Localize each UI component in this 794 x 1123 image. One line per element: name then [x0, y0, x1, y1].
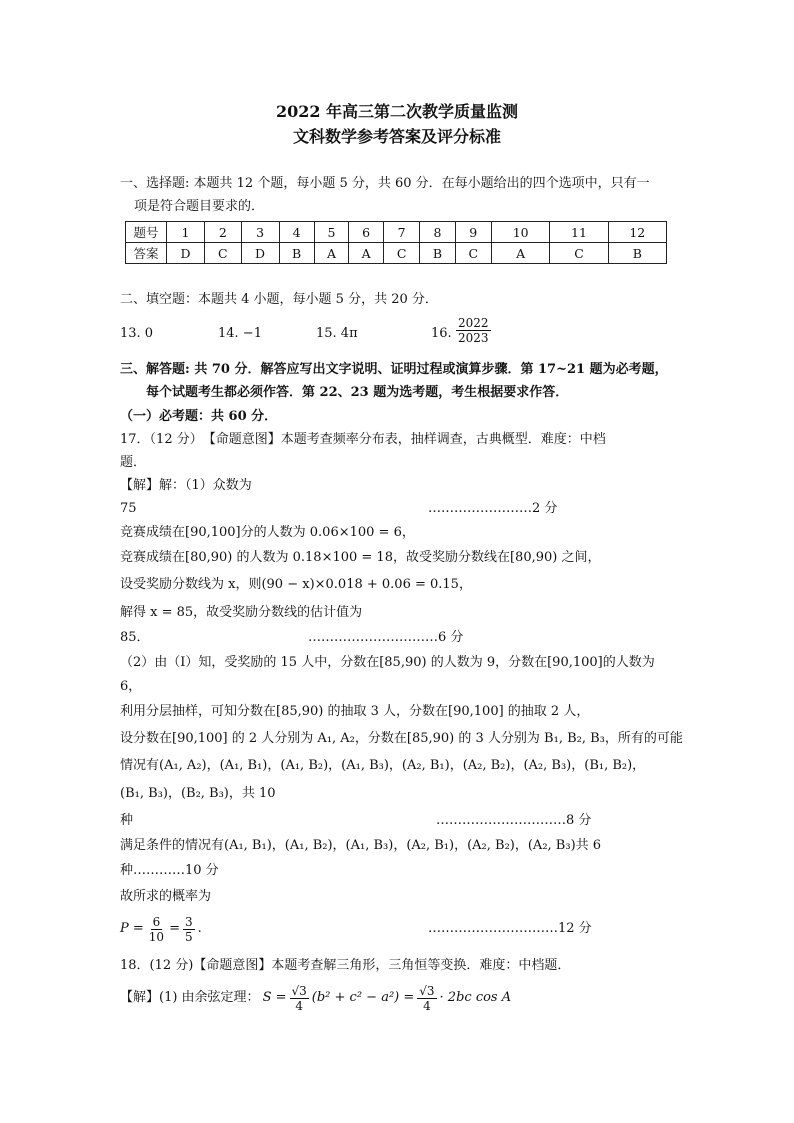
table-row-numbers [126, 222, 667, 243]
score-10: 种…………10 分 [120, 863, 219, 878]
table-cell: A [314, 243, 349, 264]
table-cell: 11 [550, 222, 608, 243]
q17-part2: 设分数在[90,100] 的 2 人分别为 A₁, A₂，分数在[85,90) 的 3 人分别为 B₁, B₂, B₃，所有的可能 [120, 731, 683, 746]
q17-part2: 满足条件的情况有(A₁, B₁)，(A₁, B₂)，(A₁, B₃)，(A₂, B₁)，(A₂, B₂)，(A₂, B₃)共 6 [120, 838, 602, 853]
table-cell: B [279, 243, 314, 264]
table-cell: B [420, 243, 455, 264]
table-cell: B [608, 243, 666, 264]
probability-formula [120, 912, 202, 946]
section3-line2: 每个试题考生都必须作答．第 22、23 题为选考题，考生根据要求作答． [146, 385, 569, 400]
table-cell: 3 [241, 222, 279, 243]
q17-part2: 情况有(A₁, A₂)，(A₁, B₁)，(A₁, B₂)，(A₁, B₃)，(A₂, B₁)，(A₂, B₂)，(A₂, B₃)，(B₁, B₂)， [120, 758, 646, 773]
q17-part2: 6， [120, 679, 142, 694]
q17-solution-label: 【解】解：（1）众数为 [120, 478, 252, 493]
answer-13: 13. 0 [120, 326, 154, 341]
answer-14: 14. −1 [218, 326, 262, 341]
table-cell: 5 [314, 222, 349, 243]
table-row-label: 答案 [126, 243, 167, 264]
fraction-numerator: 3 [184, 914, 193, 929]
table-row-label: 题号 [126, 222, 167, 243]
answer-16-label: 16. [431, 326, 452, 341]
q17-part2: (B₁, B₃)，(B₂, B₃)，共 10 [120, 786, 276, 801]
answer-table [125, 221, 667, 264]
formula-text: = [169, 921, 180, 936]
document-subtitle: 文科数学参考答案及评分标准 [292, 127, 501, 146]
fraction-numerator: √3 [419, 983, 435, 998]
fraction-denominator: 5 [184, 929, 193, 944]
section2-heading: 二、填空题：本题共 4 小题，每小题 5 分，共 20 分． [120, 292, 438, 307]
section1-line2: 项是符合题目要求的． [134, 199, 265, 214]
section3-line1: 三、解答题: 共 70 分．解答应写出文字说明、证明过程或演算步骤．第 17~21 题为必考题， [120, 362, 668, 377]
q17-part2: 种 [120, 813, 134, 828]
table-cell: C [383, 243, 419, 264]
q17-line: 解得 x = 85，故受奖励分数线的估计值为 [120, 605, 363, 620]
table-cell: 9 [455, 222, 491, 243]
q18-solution-label: 【解】(1) 由余弦定理： [120, 990, 260, 1005]
table-cell: C [205, 243, 241, 264]
section1-line1: 一、选择题: 本题共 12 个题，每小题 5 分，共 60 分．在每小题给出的四个选项中，只有一 [120, 176, 650, 191]
formula-text: · 2bc cos A [439, 990, 512, 1005]
formula-text: (b² + c² − a²) = [311, 990, 415, 1005]
score-6: …………………………6 分 [308, 630, 464, 645]
fraction-numerator: 2022 [458, 316, 489, 330]
table-cell: 8 [420, 222, 455, 243]
table-cell: 12 [608, 222, 666, 243]
table-cell: 1 [167, 222, 205, 243]
fraction-numerator: 6 [152, 914, 161, 929]
table-cell: A [349, 243, 384, 264]
score-2: ……………………2 分 [428, 501, 558, 516]
table-cell: 4 [279, 222, 314, 243]
table-cell: A [492, 243, 550, 264]
table-cell: D [167, 243, 205, 264]
fraction-denominator: 2023 [458, 331, 489, 345]
q17-value-75: 75 [120, 501, 137, 516]
q17-intro-cont: 题． [120, 455, 147, 470]
q17-line: 竞赛成绩在[90,100]分的人数为 0.06×100 = 6， [120, 525, 415, 540]
q17-part2: （2）由（Ⅰ）知，受奖励的 15 人中，分数在[85,90) 的人数为 9，分数在[90,100]的人数为 [120, 655, 655, 670]
q17-line: 设受奖励分数线为 x，则(90 − x)×0.018 + 0.06 = 0.15， [120, 577, 472, 592]
q18-intro: 18．(12 分)【命题意图】本题考查解三角形，三角恒等变换．难度：中档题． [120, 958, 571, 973]
table-cell: D [241, 243, 279, 264]
table-cell: C [455, 243, 491, 264]
score-8: …………………………8 分 [436, 813, 592, 828]
fraction-denominator: 4 [423, 998, 431, 1013]
answer-15: 15. 4π [316, 326, 358, 341]
fraction-denominator: 4 [295, 998, 303, 1013]
table-cell: 2 [205, 222, 241, 243]
q18-solution-line [120, 980, 511, 1016]
q17-value-85: 85． [120, 630, 150, 645]
formula-text: P = [120, 921, 144, 936]
q17-part2: 故所求的概率为 [120, 889, 212, 904]
formula-text: . [197, 921, 202, 936]
q17-part2: 利用分层抽样，可知分数在[85,90) 的抽取 3 人，分数在[90,100] 的抽取 2 人， [120, 704, 590, 719]
required-heading: （一）必考题：共 60 分． [120, 409, 278, 424]
table-cell: 10 [492, 222, 550, 243]
document-title: 2022 年高三第二次教学质量监测 [275, 102, 519, 121]
fraction-denominator: 10 [148, 929, 165, 944]
table-cell: 7 [383, 222, 419, 243]
q17-line: 竞赛成绩在[80,90) 的人数为 0.18×100 = 18，故受奖励分数线在[80,90) 之间， [120, 550, 601, 565]
table-cell: 6 [349, 222, 384, 243]
formula-text: S = [262, 990, 287, 1005]
table-cell: C [550, 243, 608, 264]
answer-16-fraction [456, 316, 491, 345]
fraction-numerator: √3 [291, 983, 307, 998]
q17-intro: 17．（12 分） 【命题意图】本题考查频率分布表，抽样调查，古典概型．难度：中档 [120, 432, 606, 447]
score-12: …………………………12 分 [428, 921, 592, 936]
table-row-answers [126, 243, 667, 264]
